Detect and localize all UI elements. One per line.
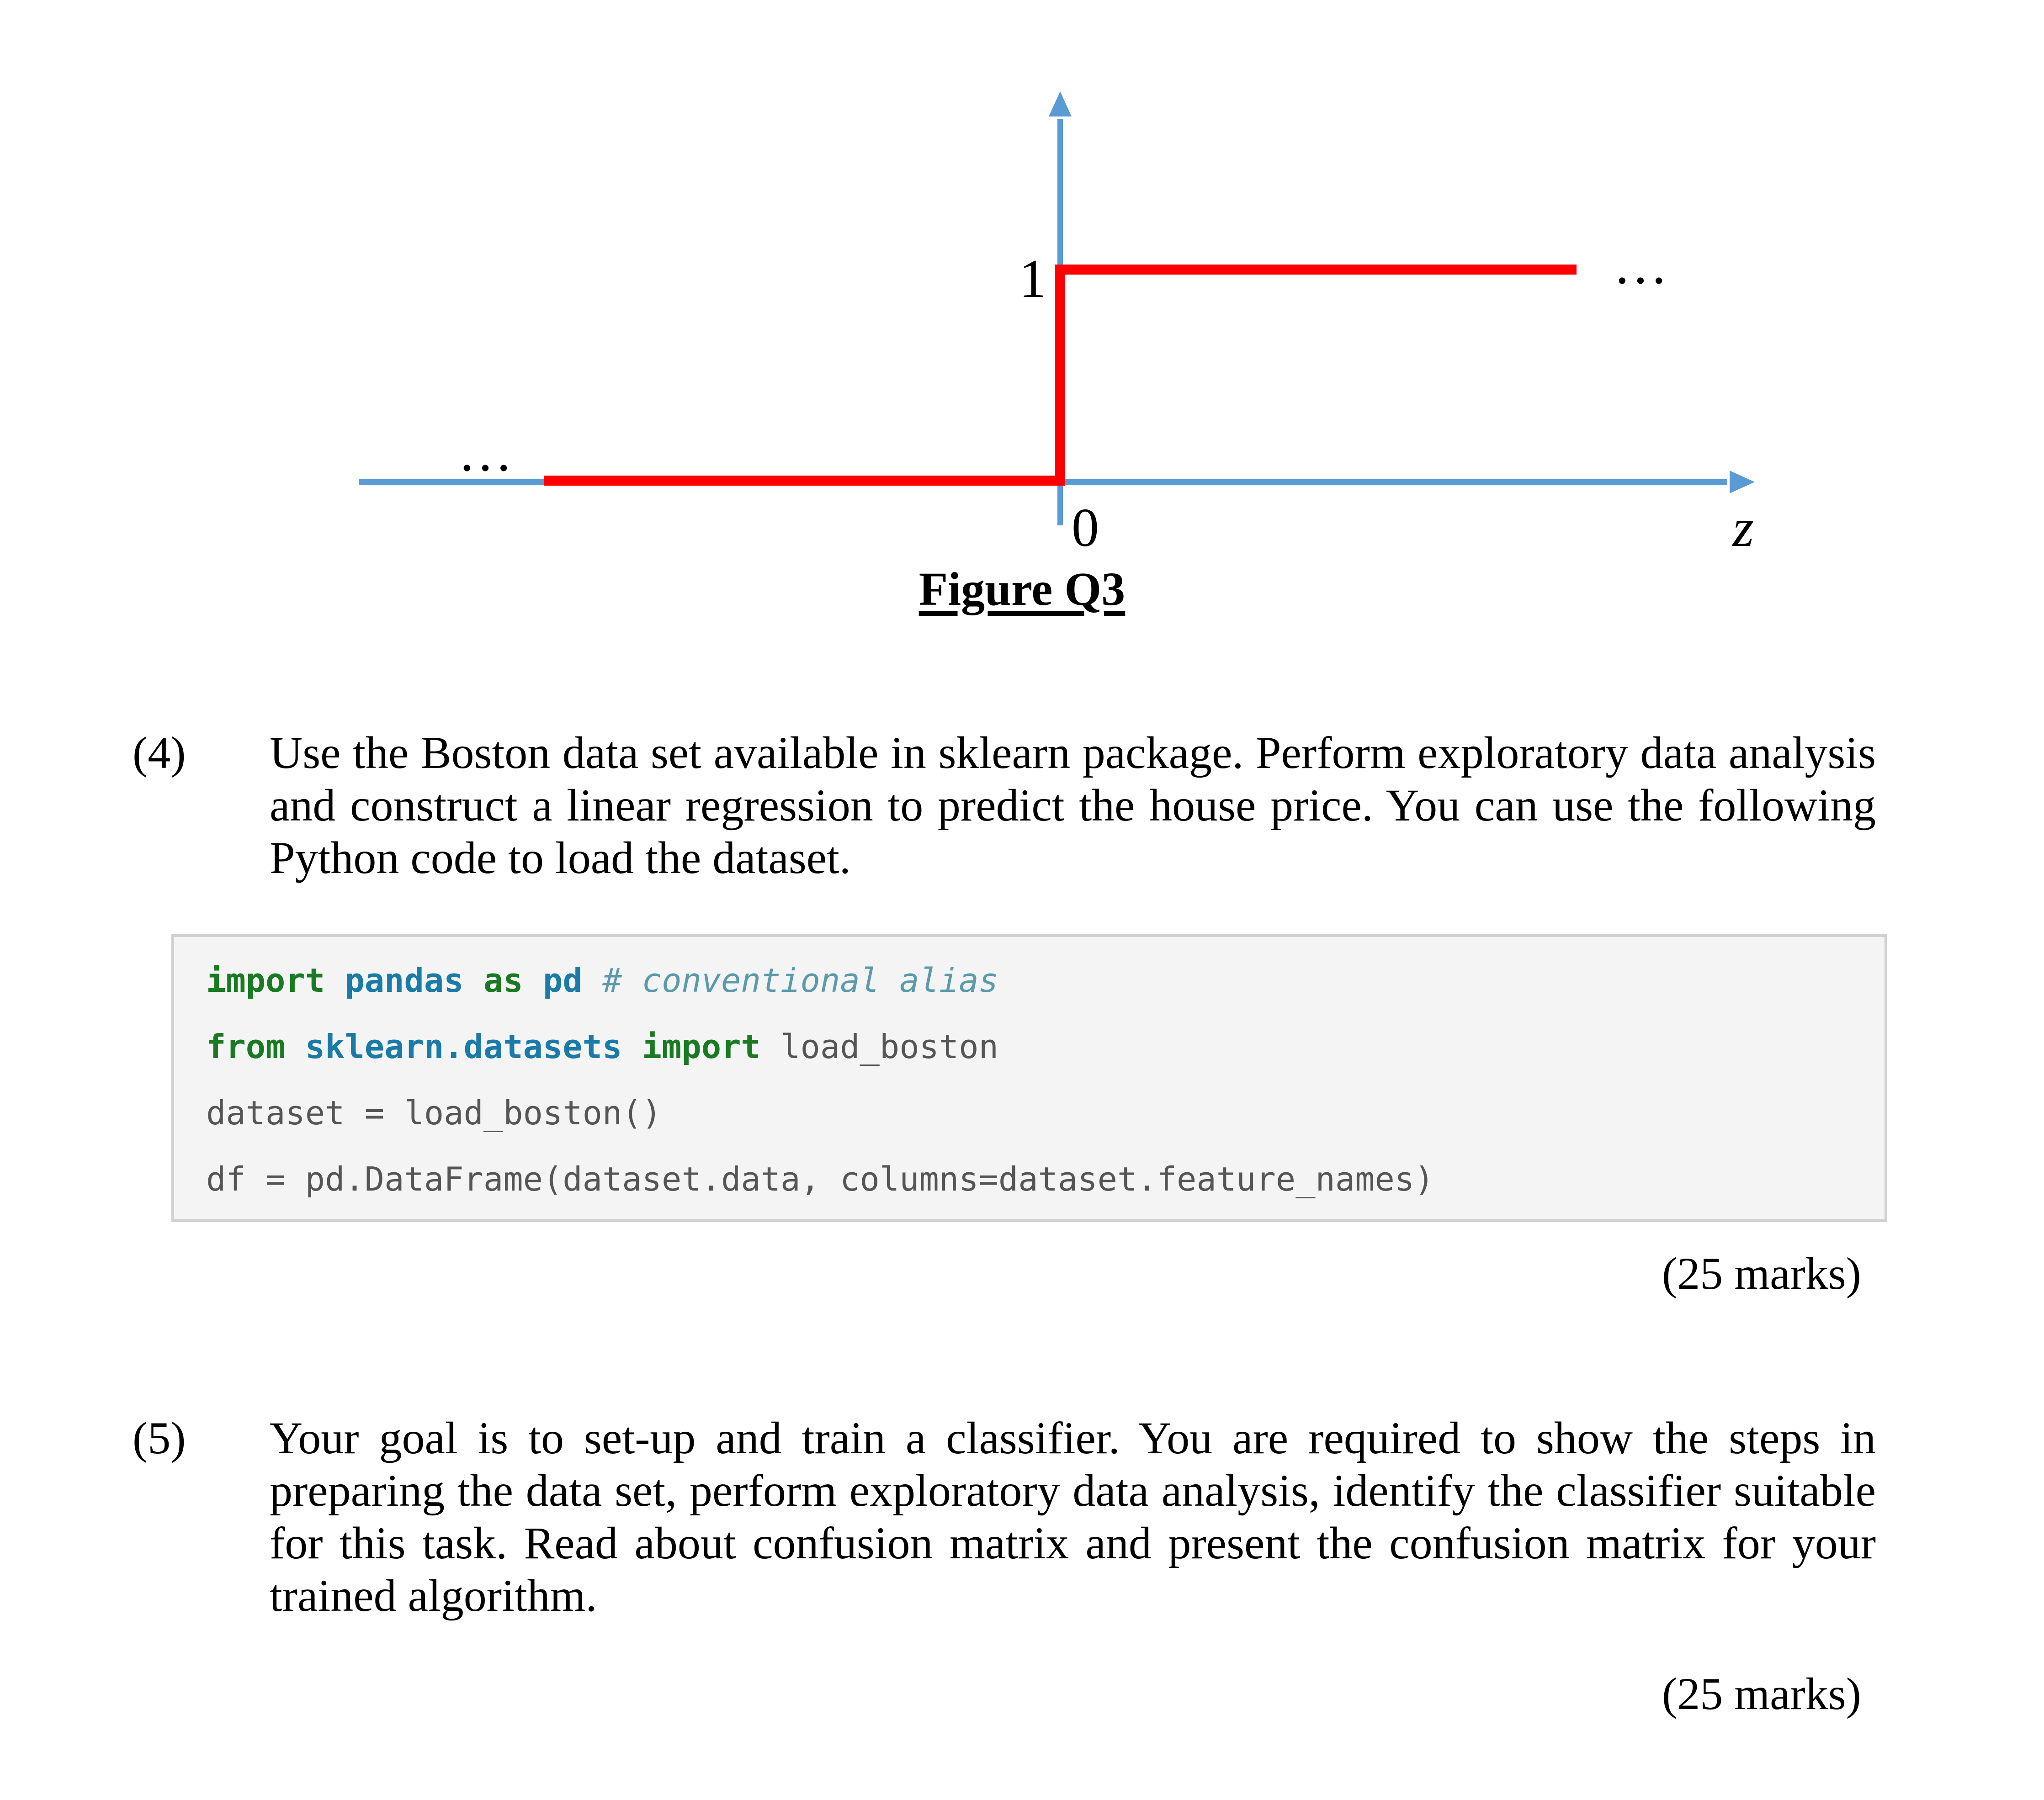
question-4-text: Use the Boston data set available in sklearn package. Perform exploratory data analysis and construct a linear regression to predict the house price. You can use the following Python code to load the dataset. <box>270 727 1876 883</box>
code-keyword: import <box>206 961 325 1000</box>
question-5-text: Your goal is to set-up and train a classifier. You are required to show the steps in preparing the data set, perform exploratory data analysis, identify the classifier suitable for this task. Read about confusion matrix and present the confusion matrix for your trained algorithm. <box>270 1413 1876 1621</box>
code-module: sklearn.datasets <box>305 1027 622 1066</box>
code-module: pandas <box>345 961 464 1000</box>
figure-caption: Figure Q3 <box>918 563 1126 615</box>
y-tick-label-one: 1 <box>1019 248 1046 309</box>
y-axis-arrow-icon <box>1049 91 1072 116</box>
step-function-figure <box>0 0 2044 640</box>
code-keyword: import <box>642 1027 761 1066</box>
code-line-2 <box>206 1026 998 1067</box>
question-4-number: (4) <box>133 727 186 778</box>
question-4-marks: (25 marks) <box>1662 1248 1861 1299</box>
code-comment: # conventional alias <box>602 961 998 1000</box>
x-tick-label-zero: 0 <box>1072 497 1099 558</box>
code-identifier: load_boston <box>780 1027 998 1066</box>
ellipsis-left: … <box>458 422 513 482</box>
code-line-3: dataset = load_boston() <box>206 1094 662 1132</box>
question-5-number: (5) <box>133 1413 186 1463</box>
x-axis-arrow-icon <box>1730 471 1755 493</box>
code-keyword: as <box>483 961 523 1000</box>
code-line-1 <box>206 960 998 1001</box>
code-line-4: df = pd.DataFrame(dataset.data, columns=dataset.feature_names) <box>206 1160 1434 1198</box>
code-block <box>171 934 1887 1222</box>
code-keyword: from <box>206 1027 286 1066</box>
ellipsis-right: … <box>1613 234 1668 295</box>
step-function-curve <box>544 270 1577 481</box>
x-axis-label: z <box>1732 497 1754 558</box>
code-module: pd <box>542 961 583 1000</box>
question-5-marks: (25 marks) <box>1662 1668 1861 1719</box>
